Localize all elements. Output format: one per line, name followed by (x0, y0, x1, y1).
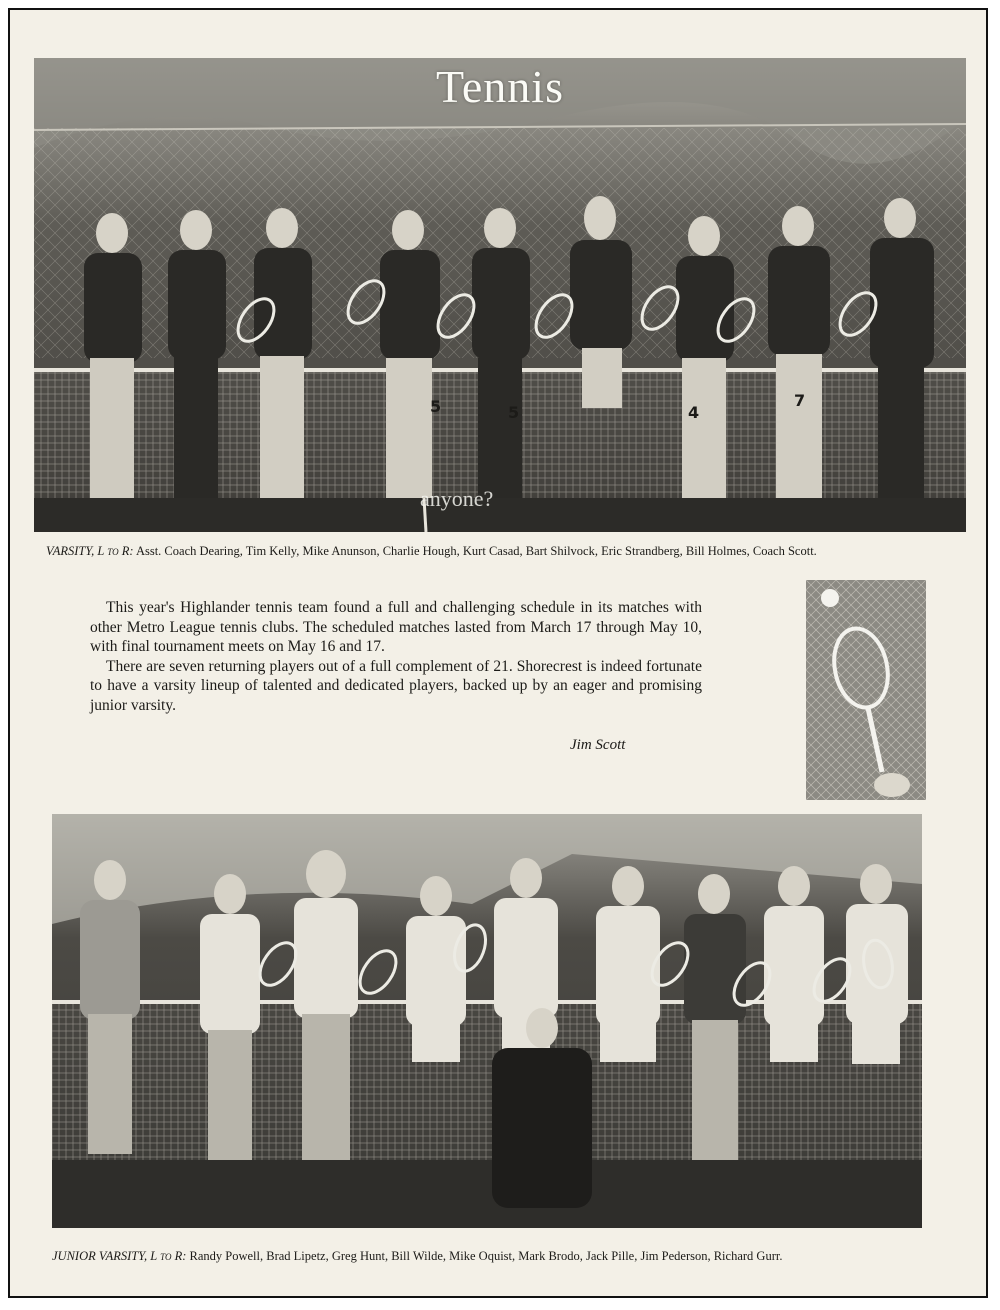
junior-varsity-team-photo (52, 814, 922, 1228)
varsity-caption-names: Asst. Coach Dearing, Tim Kelly, Mike Anunson, Charlie Hough, Kurt Casad, Bart Shilvock, Eric Strandberg, Bill Holmes, Coach Scott. (135, 544, 817, 558)
varsity-team-photo (34, 58, 966, 532)
varsity-caption-lead: VARSITY, L to R: (46, 544, 134, 558)
page-title: Tennis (436, 61, 564, 112)
junior-varsity-caption-names: Randy Powell, Brad Lipetz, Greg Hunt, Bill Wilde, Mike Oquist, Mark Brodo, Jack Pille, Jim Pederson, Richard Gurr. (189, 1249, 783, 1263)
article-body (90, 598, 702, 716)
jersey-number: 4 (688, 403, 700, 422)
racket-closeup-photo (806, 580, 926, 800)
article-paragraph: This year's Highlander tennis team found a full and challenging schedule in its matches with other Metro League tennis clubs. The scheduled matches lasted from March 17 through May 10, with final tournament meets on May 16 and 17. (90, 599, 702, 656)
article-signature: Jim Scott (570, 737, 626, 753)
article-paragraph: There are seven returning players out of a full complement of 21. Shorecrest is indeed fortunate to have a varsity lineup of talented and dedicated players, backed up by an eager and promising junior varsity. (90, 657, 702, 714)
junior-varsity-caption-lead: JUNIOR VARSITY, L to R: (52, 1249, 187, 1263)
varsity-caption (46, 544, 817, 559)
jersey-number: 5 (508, 403, 520, 422)
junior-varsity-caption (52, 1249, 782, 1264)
jersey-number: 7 (794, 391, 806, 410)
jersey-number: 5 (430, 397, 442, 416)
yearbook-page (8, 8, 988, 1298)
photo-overlay-text: anyone? (420, 486, 494, 511)
